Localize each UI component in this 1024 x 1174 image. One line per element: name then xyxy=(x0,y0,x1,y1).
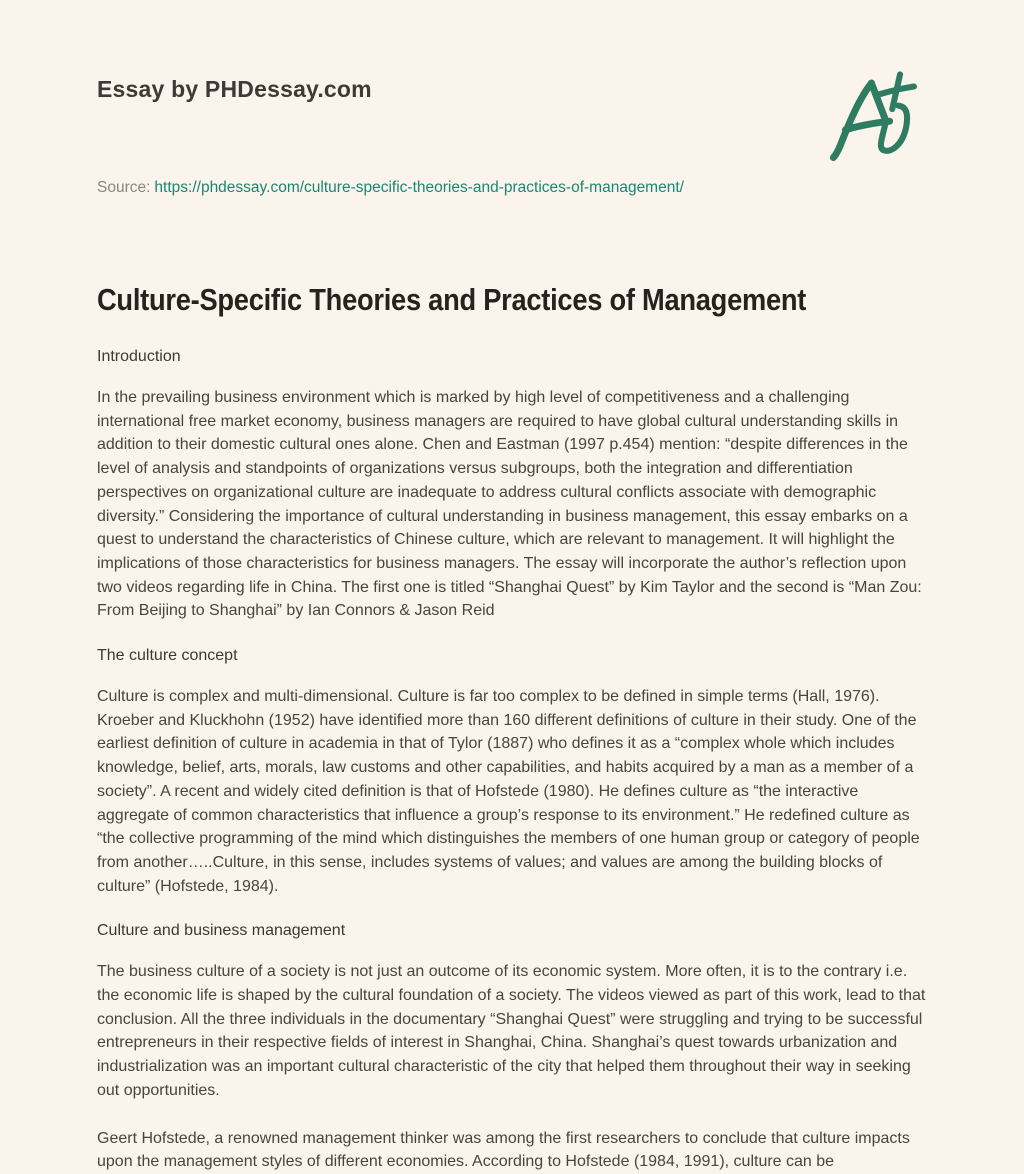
paragraph: Geert Hofstede, a renowned management thinker was among the first researchers to conclude that culture impacts upon the management styles of different economies. According to Hofstede (1984, 1991), culture can be xyxy=(97,1129,910,1171)
paragraph: In the prevailing business environment which is marked by high level of competitiveness and a challenging international free market economy, business managers are required to have global cultural understanding skills in addition to their domestic cultural ones alone. Chen and Eastman (1997 p.454) mention: “despite differences in the level of analysis and standpoints of organizations versus subgroups, both the integration and differentiation perspectives on organizational culture are inadequate to address cultural conflicts associate with demographic diversity.” Considering the importance of cultural understanding in business management, this essay embarks on a quest to understand the characteristics of Chinese culture, which are relevant to management. It will highlight the implications of those characteristics for business managers. The essay will incorporate the author’s reflection upon two videos regarding life in China. The first one is titled “Shanghai Quest” by Kim Taylor and the second is “Man Zou: From Beijing to Shanghai” by Ian Connors & Jason Reid xyxy=(97,389,922,620)
section-heading: Introduction xyxy=(97,348,181,365)
source-line xyxy=(97,179,927,197)
page-title-text: Culture-Specific Theories and Practices of Management xyxy=(97,282,807,317)
byline: Essay by PHDessay.com xyxy=(97,76,372,102)
source-url-link[interactable]: https://phdessay.com/culture-specific-theories-and-practices-of-management/ xyxy=(154,179,684,196)
section-heading: Culture and business management xyxy=(97,922,346,940)
page-header xyxy=(97,72,927,158)
paragraph: The business culture of a society is not just an outcome of its economic system. More often, it is to the contrary i.e. the economic life is shaped by the cultural foundation of a society. The videos viewed as part of this work, lead to that conclusion. All the three individuals in the documentary “Shanghai Quest” were struggling and trying to be successful entrepreneurs in their respective fields of interest in Shanghai, China. Shanghai’s quest towards urbanization and industrialization was an important cultural characteristic of the city that helped them throughout their way in seeking out opportunities. xyxy=(97,963,926,1099)
source-label: Source: xyxy=(97,179,151,196)
section-heading: The culture concept xyxy=(97,647,238,665)
paragraph: Culture is complex and multi-dimensional. Culture is far too complex to be defined in simple terms (Hall, 1976). Kroeber and Kluckhohn (1952) have identified more than 160 different definitions of culture in their study. One of the earliest definition of culture in academia in that of Tylor (1887) who defines it as a “complex whole which includes knowledge, belief, arts, morals, law customs and other capabilities, and habits acquired by a man as a member of a society”. A recent and widely cited definition is that of Hofstede (1980). He defines culture as “the interactive aggregate of common characteristics that influence a group’s response to its environment.” He redefined culture as “the collective programming of the mind which distinguishes the members of one human group or category of people from another…..Culture, in this sense, includes systems of values; and values are among the building blocks of culture” (Hofstede, 1984). xyxy=(97,688,920,895)
essay-content xyxy=(97,348,927,1174)
page-title xyxy=(97,281,927,318)
essay-page xyxy=(97,0,927,1174)
a-plus-grade-logo-icon xyxy=(829,66,933,166)
